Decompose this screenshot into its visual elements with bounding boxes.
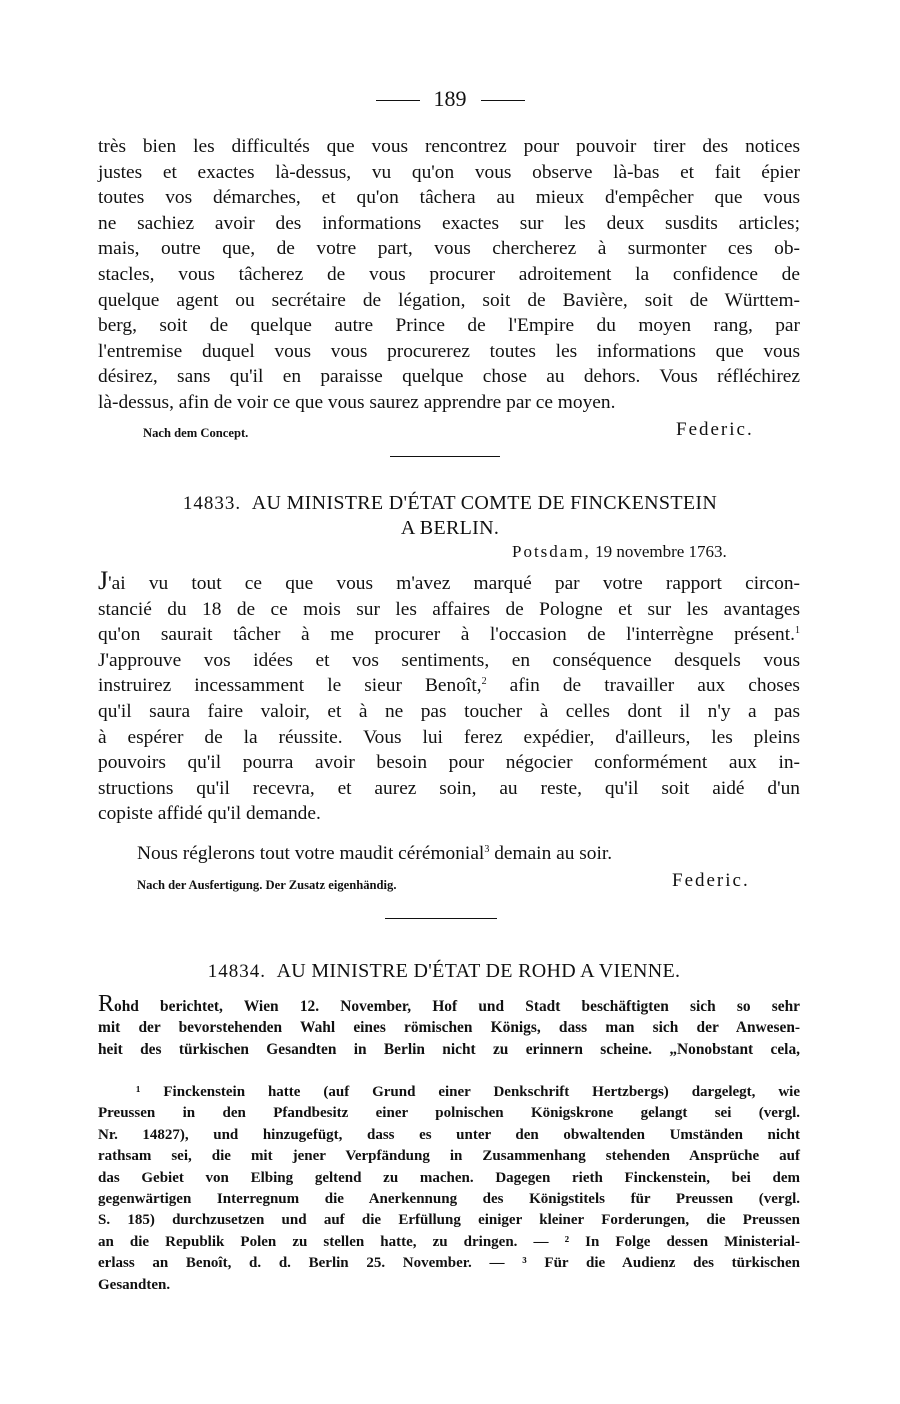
footnote-line: Gesandten. bbox=[98, 1276, 171, 1293]
text-line: ne sachiez avoir des informations exactes sur les deux susdits articles; bbox=[98, 212, 800, 234]
letter-2-signature: Federic. bbox=[672, 870, 750, 891]
text-line: à espérer de la réussite. Vous lui ferez expédier, d'ailleurs, les pleins bbox=[98, 726, 800, 748]
footnote-mark: 2 bbox=[481, 676, 487, 688]
footnote-line: an die Republik Polen zu stellen hatte, zu dringen. — ² In Folge dessen Ministerial- bbox=[98, 1233, 800, 1250]
text-line: mit der bevorstehenden Wahl eines römischen Königs, dass man sich der Anwesen- bbox=[98, 1019, 800, 1037]
text-line: justes et exactes là-dessus, vu qu'on vous observe là-bas et fait épier bbox=[98, 161, 800, 183]
footnote-line: gegenwärtigen Interregnum die Anerkennung des Königstitels für Preussen (vergl. bbox=[98, 1191, 800, 1208]
drop-initial: R bbox=[98, 991, 115, 1017]
footnotes bbox=[98, 1082, 800, 1296]
letter-2-place: Potsdam, bbox=[512, 542, 591, 561]
separator-rule bbox=[390, 456, 500, 457]
letter-3-heading bbox=[0, 960, 894, 983]
text-line: là-dessus, afin de voir ce que vous saurez apprendre par ce moyen. bbox=[98, 391, 616, 413]
letter-2-number: 14833. bbox=[182, 493, 242, 514]
text-line: heit des türkischen Gesandten in Berlin nicht zu erinnern scheine. „Nonobstant cela, bbox=[98, 1040, 800, 1058]
letter-1-signature: Federic. bbox=[676, 419, 754, 440]
text-line: très bien les difficultés que vous rencontrez pour pouvoir tirer des notices bbox=[98, 136, 800, 157]
text-line: désirez, sans qu'il en paraisse quelque chose au dehors. Vous réfléchirez bbox=[98, 366, 800, 388]
text-line: mais, outre que, de votre part, vous chercherez à surmonter ces ob- bbox=[98, 238, 800, 260]
letter-3-number: 14834. bbox=[207, 961, 266, 982]
footnote-line: das Gebiet von Elbing geltend zu machen. Dagegen rieth Finckenstein, bei dem bbox=[98, 1169, 800, 1186]
text-line: qu'on saurait tâcher à me procurer à l'occasion de l'interrègne présent.$^1$ bbox=[98, 624, 800, 646]
letter-2-body bbox=[98, 568, 800, 827]
drop-initial: J bbox=[98, 566, 109, 595]
letter-2-heading-line2: A BERLIN. bbox=[400, 517, 500, 539]
text-line: qu'il saura faire valoir, et à ne pas toucher à celles dont il n'y a pas bbox=[98, 700, 800, 722]
text-line: instruirez incessamment le sieur Benoît,$^2$ afin de travailler aux choses bbox=[98, 675, 800, 697]
page-number: 189 bbox=[433, 86, 467, 111]
footnote-line: Preussen in den Pfandbesitz einer polnischen Königskrone gelangt sei (vergl. bbox=[98, 1105, 800, 1122]
letter-2-postscript: Nous réglerons tout votre maudit cérémonial$^3$ demain au soir. bbox=[137, 843, 613, 864]
header-dash-left bbox=[376, 100, 420, 101]
text-line: quelque agent ou secrétaire de légation, soit de Bavière, soit de Württem- bbox=[98, 289, 800, 311]
letter-1-source-note: Nach dem Concept. bbox=[143, 426, 249, 440]
footnote-line: ¹ Finckenstein hatte (auf Grund einer Denkschrift Hertzbergs) dargelegt, wie bbox=[136, 1084, 800, 1100]
footnote-line: S. 185) durchzusetzen und auf die Erfüllung einiger kleiner Forderungen, die Preussen bbox=[98, 1212, 800, 1229]
text-line: l'entremise duquel vous vous procurerez toutes les informations que vous bbox=[98, 340, 800, 362]
letter-3-heading-text: AU MINISTRE D'ÉTAT DE ROHD A VIENNE. bbox=[276, 960, 681, 982]
letter-3-summary bbox=[98, 991, 800, 1060]
footnote-mark: 1 bbox=[795, 625, 800, 637]
text-line: pouvoirs qu'il pourra avoir besoin pour négocier conformément aux in- bbox=[98, 752, 800, 774]
letter-2-heading bbox=[0, 492, 900, 515]
text-line: J'approuve vos idées et vos sentiments, en conséquence desquels vous bbox=[98, 649, 800, 671]
letter-2-date: 19 novembre 1763. bbox=[595, 542, 727, 561]
text-line: stancié du 18 de ce mois sur les affaires de Pologne et sur les avantages bbox=[98, 598, 800, 620]
text-line: berg, soit de quelque autre Prince de l'Empire du moyen rang, par bbox=[98, 315, 800, 337]
letter-2-source-note: Nach der Ausfertigung. Der Zusatz eigenhändig. bbox=[137, 878, 397, 892]
text-line: stacles, vous tâcherez de vous procurer adroitement la confidence de bbox=[98, 263, 800, 285]
page-header bbox=[0, 86, 900, 112]
footnote-line: rathsam sei, die mit jener Verpfändung in Zusammenhang stehenden Ansprüche auf bbox=[98, 1148, 800, 1165]
text-line: J'ai vu tout ce que vous m'avez marqué par votre rapport circon- bbox=[98, 566, 800, 595]
footnote-mark: 3 bbox=[484, 844, 490, 855]
letter-2-dateline bbox=[512, 542, 727, 562]
footnote-line: Nr. 14827), und hinzugefügt, dass es unter den obwaltenden Umständen nicht bbox=[98, 1126, 800, 1143]
letter-2-heading-line1: AU MINISTRE D'ÉTAT COMTE DE FINCKENSTEIN bbox=[251, 492, 718, 514]
text-line: structions qu'il recevra, et aurez soin, au reste, qu'il soit aidé d'un bbox=[98, 777, 800, 799]
letter-1-body bbox=[98, 134, 800, 416]
text-line: Rohd berichtet, Wien 12. November, Hof und Stadt beschäftigten sich so sehr bbox=[98, 991, 800, 1017]
text-line: toutes vos démarches, et qu'on tâchera au mieux d'empêcher que vous bbox=[98, 187, 800, 209]
text-line: copiste affidé qu'il demande. bbox=[98, 803, 321, 825]
header-dash-right bbox=[481, 100, 525, 101]
separator-rule bbox=[385, 918, 497, 919]
footnote-line: erlass an Benoît, d. d. Berlin 25. November. — ³ Für die Audienz des türkischen bbox=[98, 1255, 800, 1272]
